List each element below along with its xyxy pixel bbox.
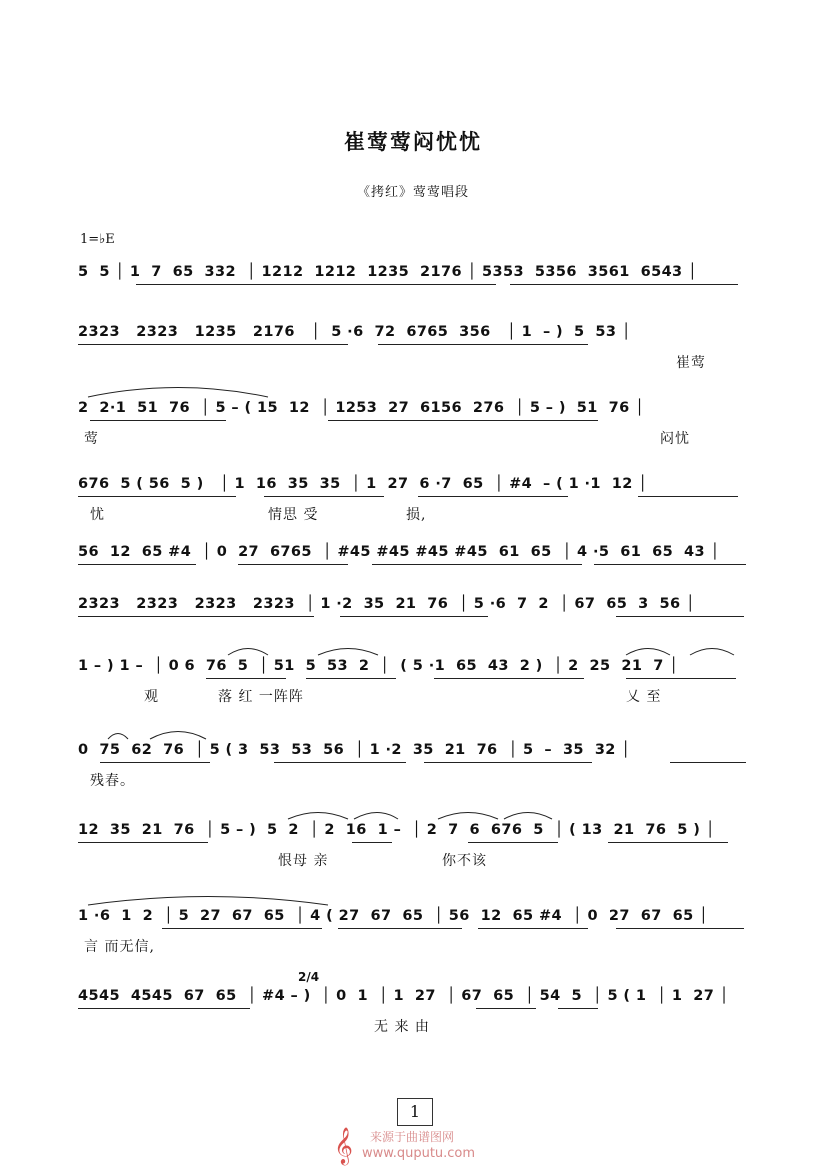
beam-line xyxy=(558,1008,598,1009)
beam-line xyxy=(328,420,598,421)
lyric: 残春。 xyxy=(90,773,135,789)
page-title: 崔莺莺闷忧忧 xyxy=(344,129,482,154)
lyric: 崔莺 xyxy=(676,355,706,371)
beam-line xyxy=(206,678,286,679)
beam-line xyxy=(372,564,582,565)
beam-line xyxy=(352,842,392,843)
notation-line: 5 5 │ 1 7 65 332 │ 1212 1212 1235 2176 │ 5353 5356 3561 6543 │ xyxy=(78,264,698,280)
beam-line xyxy=(510,284,738,285)
beam-line xyxy=(608,842,728,843)
beam-line xyxy=(100,762,210,763)
beam-line xyxy=(162,928,322,929)
lyric: 损, xyxy=(406,507,427,523)
beam-line xyxy=(78,1008,250,1009)
slur-mark xyxy=(78,892,338,906)
beam-line xyxy=(670,762,746,763)
notation-line: 2323 2323 1235 2176 │ 5 ·6 72 6765 356 │ 1 – ) 5 53 │ xyxy=(78,324,631,340)
lyric: 情思 受 xyxy=(268,507,319,523)
lyric: 忧 xyxy=(90,507,105,523)
notation-line: 1 ·6 1 2 │ 5 27 67 65 │ 4 ( 27 67 65 │ 56 12 65 #4 │ 0 27 67 65 │ xyxy=(78,908,709,924)
lyric: 莺 xyxy=(84,431,99,447)
beam-line xyxy=(78,496,236,497)
beam-line xyxy=(476,1008,536,1009)
beam-line xyxy=(78,344,348,345)
slur-mark xyxy=(78,806,578,820)
beam-line xyxy=(616,928,744,929)
slur-mark xyxy=(78,384,278,398)
beam-line xyxy=(78,842,208,843)
notation-line: 676 5 ( 56 5 ) │ 1 16 35 35 │ 1 27 6 ·7 65 │ #4 – ( 1 ·1 12 │ xyxy=(78,476,648,492)
beam-line xyxy=(378,344,588,345)
beam-line xyxy=(274,762,406,763)
beam-line xyxy=(616,616,744,617)
notation-line: 12 35 21 76 │ 5 – ) 5 2 │ 2 16 1 – │ 2 7 6 676 5 │ ( 13 21 76 5 ) │ xyxy=(78,822,715,838)
lyric: 落 红 一阵阵 xyxy=(218,689,304,705)
key-signature: 1=♭E xyxy=(80,232,115,247)
watermark-line-1: 来源于曲谱图网 xyxy=(370,1130,455,1144)
beam-line xyxy=(468,842,558,843)
page-number: 1 xyxy=(397,1098,433,1126)
beam-line xyxy=(306,678,396,679)
beam-line xyxy=(78,564,196,565)
beam-line xyxy=(434,678,584,679)
slur-mark xyxy=(78,642,738,656)
beam-line xyxy=(638,496,738,497)
notation-line: 0 75 62 76 │ 5 ( 3 53 53 56 │ 1 ·2 35 21 76 │ 5 – 35 32 │ xyxy=(78,742,631,758)
watermark-line-2: www.qupu​tu.com xyxy=(362,1146,476,1161)
time-signature: 2/4 xyxy=(298,970,320,984)
beam-line xyxy=(424,762,592,763)
lyric: 乂 至 xyxy=(626,689,662,705)
notation-line: 56 12 65 #4 │ 0 27 6765 │ #45 #45 #45 #45 61 65 │ 4 ·5 61 65 43 │ xyxy=(78,544,720,560)
notation-line: 4545 4545 67 65 │ #4 – ) │ 0 1 │ 1 27 │ 67 65 │ 54 5 │ 5 ( 1 │ 1 27 │ xyxy=(78,988,729,1004)
lyric: 言 而无信, xyxy=(84,939,155,955)
beam-line xyxy=(478,928,588,929)
page-subtitle: 《拷红》莺莺唱段 xyxy=(356,185,469,200)
lyric: 恨母 亲 xyxy=(278,853,329,869)
beam-line xyxy=(264,496,384,497)
beam-line xyxy=(238,564,348,565)
beam-line xyxy=(268,284,496,285)
watermark xyxy=(334,1126,534,1166)
slur-mark xyxy=(78,726,278,740)
beam-line xyxy=(626,678,736,679)
beam-line xyxy=(338,928,462,929)
lyric: 无 来 由 xyxy=(374,1019,430,1035)
beam-line xyxy=(340,616,488,617)
beam-line xyxy=(594,564,746,565)
notation-line: 2323 2323 2323 2323 │ 1 ·2 35 21 76 │ 5 ·6 7 2 │ 67 65 3 56 │ xyxy=(78,596,696,612)
beam-line xyxy=(90,420,226,421)
lyric: 你不该 xyxy=(442,853,487,869)
lyric: 闷忧 xyxy=(660,431,690,447)
notation-line: 1 – ) 1 – │ 0 6 76 5 │ 51 5 53 2 │ ( 5 ·1 65 43 2 ) │ 2 25 21 7 │ xyxy=(78,658,679,674)
beam-line xyxy=(78,616,314,617)
beam-line xyxy=(418,496,568,497)
beam-line xyxy=(136,284,286,285)
treble-clef-icon: 𝄞 xyxy=(334,1126,353,1164)
notation-line: 2 2·1 51 76 │ 5 – ( 15 12 │ 1253 27 6156 276 │ 5 – ) 51 76 │ xyxy=(78,400,645,416)
lyric: 观 xyxy=(144,689,159,705)
